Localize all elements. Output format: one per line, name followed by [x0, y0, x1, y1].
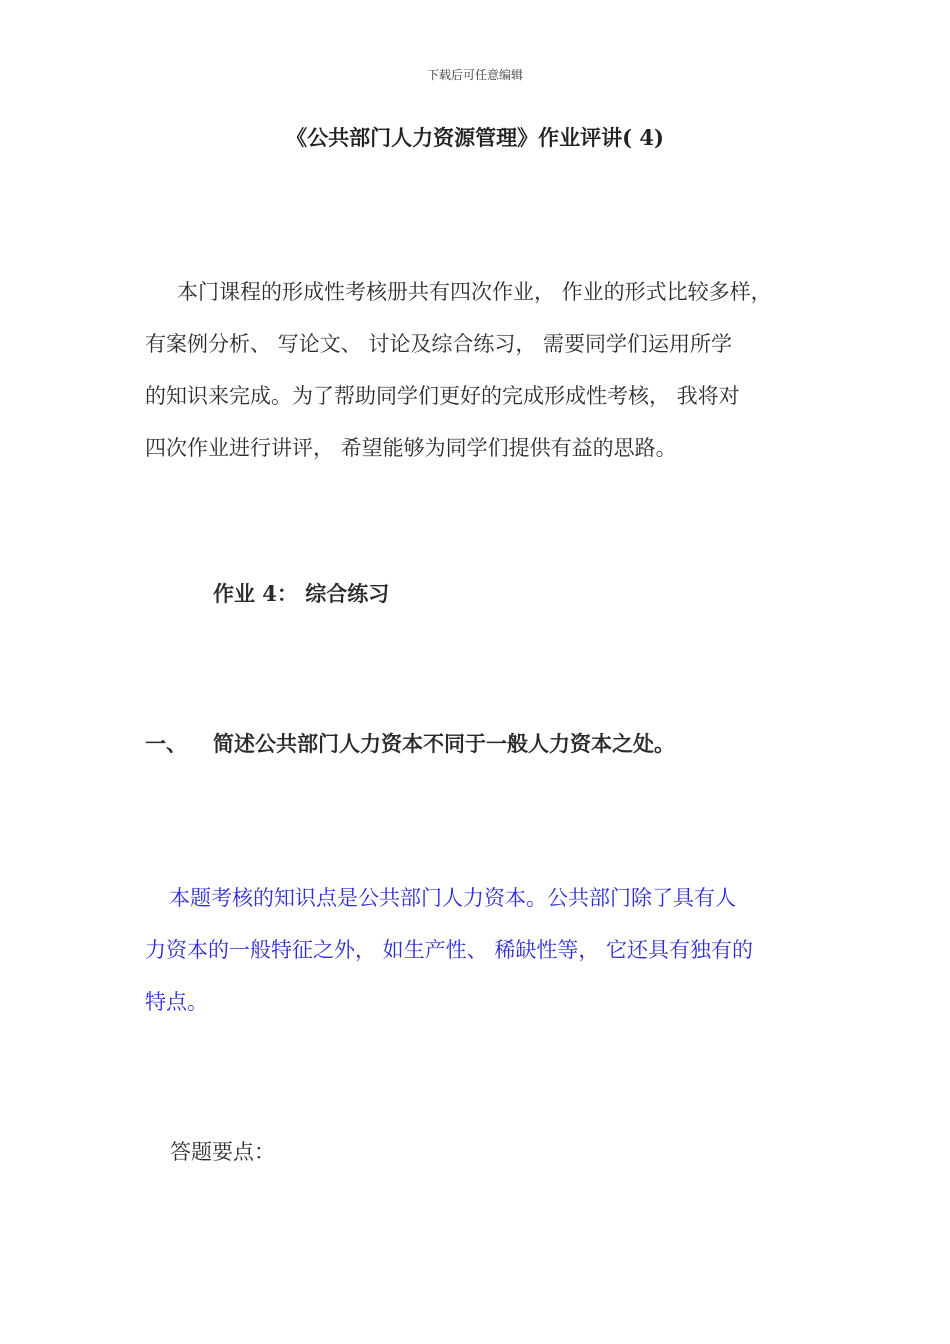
analysis-paragraph — [145, 872, 825, 1028]
document-title: 《公共部门人力资源管理》作业评讲( 4) — [286, 125, 664, 150]
intro-line: 有案例分析、 写论文、 讨论及综合练习， 需要同学们运用所学 — [145, 332, 733, 356]
question-text: 简述公共部门人力资本不同于一般人力资本之处。 — [213, 731, 675, 756]
intro-line: 四次作业进行讲评， 希望能够为同学们提供有益的思路。 — [145, 436, 677, 460]
analysis-line: 力资本的一般特征之外， 如生产性、 稀缺性等， 它还具有独有的 — [145, 938, 754, 962]
intro-paragraph — [145, 266, 815, 474]
header-note: 下载后可任意编辑 — [426, 68, 523, 82]
intro-line: 本门课程的形成性考核册共有四次作业， 作业的形式比较多样， — [177, 280, 772, 304]
question-number: 一、 — [145, 731, 187, 756]
analysis-line: 本题考核的知识点是公共部门人力资本。公共部门除了具有人 — [169, 886, 736, 910]
intro-line: 的知识来完成。为了帮助同学们更好的完成形成性考核， 我将对 — [145, 384, 740, 408]
answer-points-label: 答题要点： — [170, 1140, 275, 1164]
question-heading — [145, 728, 825, 758]
section-heading: 作业 4： 综合练习 — [213, 581, 390, 606]
analysis-line: 特点。 — [145, 990, 208, 1014]
